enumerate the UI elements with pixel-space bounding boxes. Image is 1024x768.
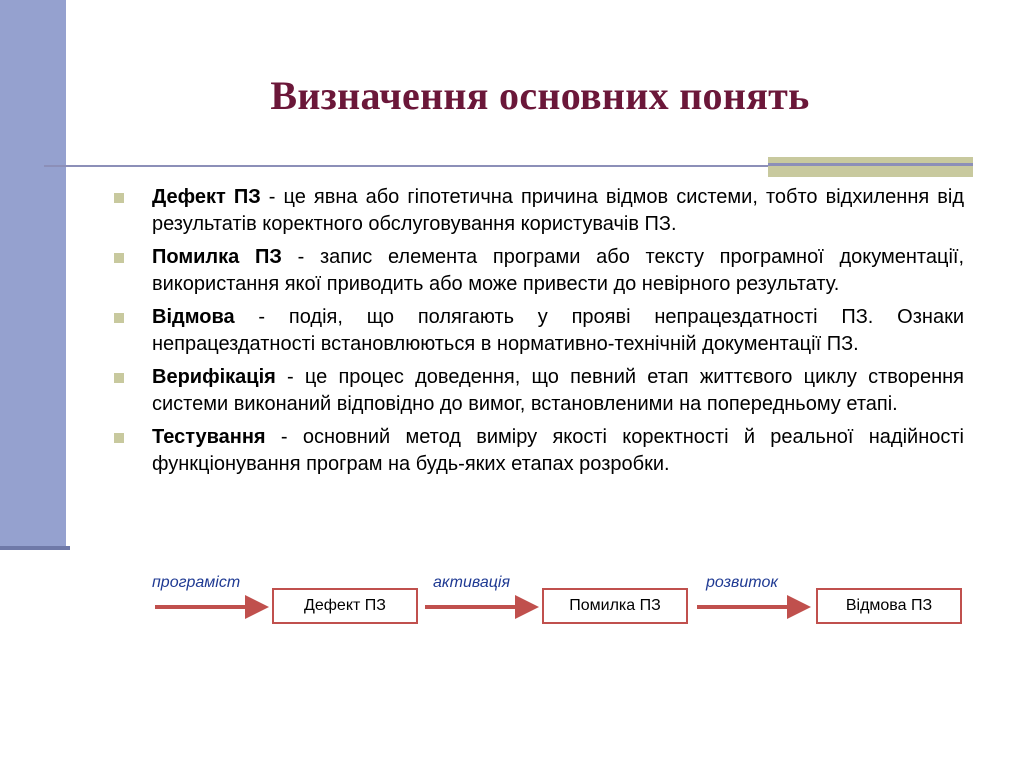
term-label: Тестування: [152, 426, 266, 448]
left-decorative-bar: [0, 0, 66, 546]
square-bullet-icon: [114, 433, 124, 443]
definition-failure: [112, 304, 964, 358]
square-bullet-icon: [114, 253, 124, 263]
right-arrow-icon: [153, 590, 271, 624]
flow-label-development: розвиток: [706, 574, 778, 591]
definition-defect: [112, 184, 964, 238]
flow-box-failure: Відмова ПЗ: [816, 588, 962, 624]
accent-divider-line: [768, 163, 973, 166]
definition-verification: [112, 364, 964, 418]
right-arrow-icon: [423, 590, 541, 624]
definition-text: - це явна або гіпотетична причина відмов системи, тобто відхилення від результатів коректного обслуговування користувачів ПЗ.: [152, 186, 964, 235]
definition-text: - запис елемента програми або тексту програмної документації, використання якої приводить або може привести до невірного результату.: [152, 246, 965, 295]
square-bullet-icon: [114, 313, 124, 323]
term-label: Верифікація: [152, 366, 276, 388]
term-label: Дефект ПЗ: [152, 186, 261, 208]
right-arrow-icon: [695, 590, 813, 624]
definitions-list: [112, 184, 964, 484]
flow-label-programmer: програміст: [152, 574, 241, 591]
definition-text: - подія, що полягають у прояві непрацездатності ПЗ. Ознаки непрацездатності встановлюються в нормативно-технічній документації ПЗ.: [152, 306, 964, 355]
flow-label-activation: активація: [433, 574, 511, 591]
definition-testing: [112, 424, 964, 478]
square-bullet-icon: [114, 193, 124, 203]
accent-block: [768, 157, 973, 177]
definition-error: [112, 244, 964, 298]
slide-title: Визначення основних понять: [270, 73, 810, 118]
definition-text: - це процес доведення, що певний етап життєвого циклу створення системи виконаний відповідно до вимог, встановленими на попередньому етапі.: [152, 366, 964, 415]
definition-text: - основний метод виміру якості коректності й реальної надійності функціонування програм на будь-яких етапах розробки.: [152, 426, 964, 475]
term-label: Помилка ПЗ: [152, 246, 282, 268]
flow-box-error: Помилка ПЗ: [542, 588, 688, 624]
term-label: Відмова: [152, 306, 235, 328]
left-bar-edge: [0, 546, 70, 550]
flow-box-defect: Дефект ПЗ: [272, 588, 418, 624]
square-bullet-icon: [114, 373, 124, 383]
